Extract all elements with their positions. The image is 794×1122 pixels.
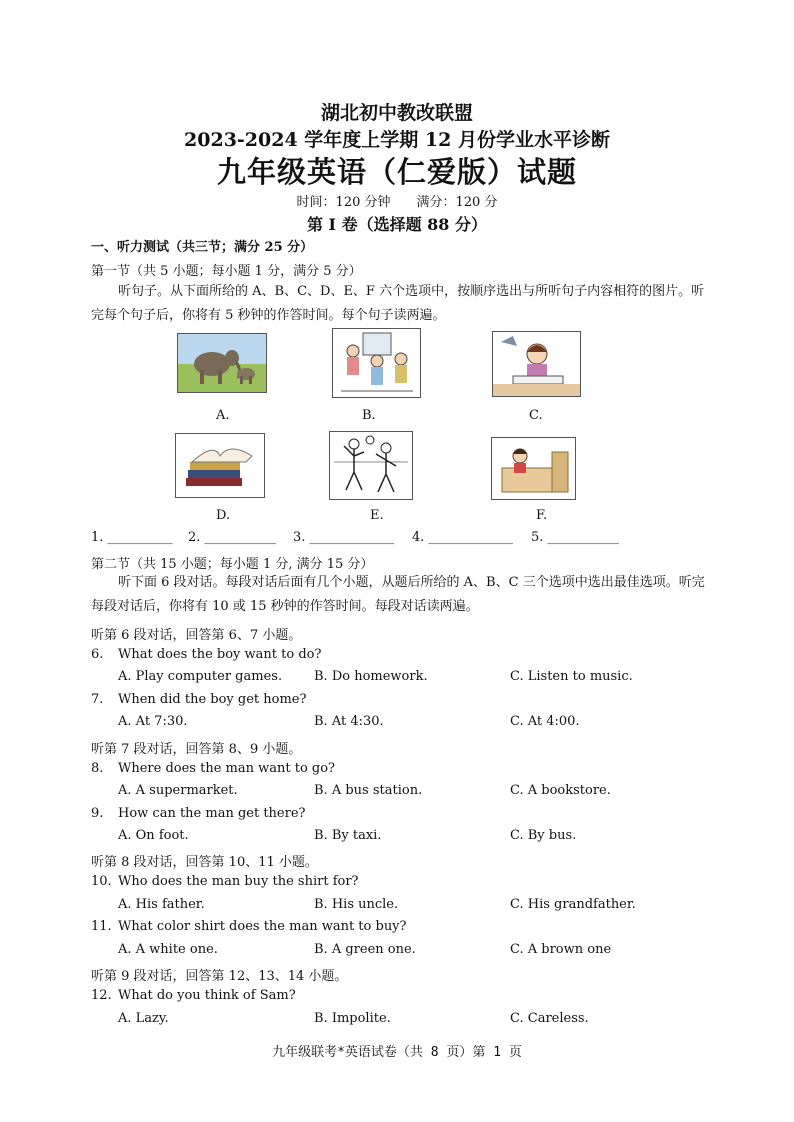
option-c[interactable]: C. His grandfather. — [510, 897, 636, 912]
page-footer: 九年级联考*英语试卷（共 8 页）第 1 页 — [272, 1045, 522, 1060]
option-c[interactable]: C. At 4:00. — [510, 714, 580, 729]
group-intro: 听第 6 段对话，回答第 6、7 小题。 — [91, 628, 302, 643]
answer-blank-2[interactable]: 2. ___________ — [188, 530, 277, 545]
part2-instructions: 听下面 6 段对话。每段对话后面有几个小题，从题后所给的 A、B、C 三个选项中选出最佳选项。听完每段对话后，你将有 10 或 15 秒钟的作答时间。每段对话读两遍。 — [91, 575, 705, 614]
question-number: 9. — [91, 806, 104, 821]
question-text: What do you think of Sam? — [118, 988, 296, 1003]
picture-c-label: C. — [529, 408, 543, 423]
option-c[interactable]: C. A brown one — [510, 942, 612, 957]
option-a[interactable]: A. Lazy. — [118, 1011, 169, 1026]
question-8 — [91, 761, 335, 776]
option-a[interactable]: A. A supermarket. — [118, 783, 238, 798]
option-b[interactable]: B. At 4:30. — [314, 714, 384, 729]
question-number: 8. — [91, 761, 104, 776]
page-title: 九年级英语（仁爱版）试题 — [216, 155, 577, 189]
picture-d-label: D. — [216, 508, 231, 523]
picture-f — [491, 437, 576, 500]
listening-heading: 一、听力测试（共三节；满分 25 分） — [91, 240, 314, 255]
option-a[interactable]: A. His father. — [118, 897, 205, 912]
girl-studying-icon — [493, 332, 580, 396]
elephants-icon — [178, 334, 266, 392]
question-12 — [91, 988, 296, 1003]
option-a[interactable]: A. On foot. — [118, 828, 189, 843]
family-cleaning-icon — [333, 329, 420, 397]
question-number: 11. — [91, 919, 112, 934]
school-alliance: 湖北初中教改联盟 — [320, 102, 473, 124]
part2-heading: 第二节（共 15 小题；每小题 1 分, 满分 15 分） — [91, 557, 374, 572]
option-b[interactable]: B. A bus station. — [314, 783, 423, 798]
question-text: Where does the man want to go? — [118, 761, 336, 776]
option-a[interactable]: A. At 7:30. — [118, 714, 188, 729]
question-6 — [91, 647, 321, 662]
question-7 — [91, 692, 306, 707]
picture-a — [177, 333, 267, 393]
question-number: 7. — [91, 692, 104, 707]
option-b[interactable]: B. Impolite. — [314, 1011, 391, 1026]
question-10 — [91, 874, 359, 889]
question-text: Who does the man buy the shirt for? — [118, 874, 359, 889]
option-a[interactable]: A. Play computer games. — [118, 669, 283, 684]
option-c[interactable]: C. By bus. — [510, 828, 577, 843]
part-title: 第 I 卷（选择题 88 分） — [306, 215, 488, 234]
picture-f-label: F. — [536, 508, 548, 523]
question-number: 12. — [91, 988, 112, 1003]
part1-instructions: 听句子。从下面所给的 A、B、C、D、E、F 六个选项中，按顺序选出与所听句子内容相符的图片。听完每个句子后，你将有 5 秒钟的作答时间。每个句子读两遍。 — [91, 284, 705, 323]
basketball-players-icon — [330, 432, 412, 499]
question-number: 10. — [91, 874, 112, 889]
question-text: What color shirt does the man want to buy? — [118, 919, 407, 934]
picture-d — [175, 433, 265, 498]
answer-blank-4[interactable]: 4. _____________ — [412, 530, 514, 545]
option-b[interactable]: B. By taxi. — [314, 828, 382, 843]
question-text: How can the man get there? — [118, 806, 306, 821]
books-icon — [176, 434, 264, 497]
question-11 — [91, 919, 407, 934]
exam-session: 2023-2024 学年度上学期 12 月份学业水平诊断 — [184, 129, 610, 151]
question-text: When did the boy get home? — [118, 692, 307, 707]
option-a[interactable]: A. A white one. — [118, 942, 218, 957]
picture-b-label: B. — [362, 408, 376, 423]
picture-e-label: E. — [370, 508, 384, 523]
exam-meta: 时间：120 分钟 满分：120 分 — [296, 195, 498, 210]
picture-a-label: A. — [216, 408, 230, 423]
option-b[interactable]: B. His uncle. — [314, 897, 399, 912]
picture-e — [329, 431, 413, 500]
boy-in-bed-icon — [492, 438, 575, 499]
part1-heading: 第一节（共 5 小题；每小题 1 分，满分 5 分） — [91, 264, 362, 279]
question-number: 6. — [91, 647, 104, 662]
answer-blank-3[interactable]: 3. _____________ — [293, 530, 395, 545]
picture-b — [332, 328, 421, 398]
option-c[interactable]: C. Careless. — [510, 1011, 589, 1026]
question-9 — [91, 806, 306, 821]
group-intro: 听第 9 段对话，回答第 12、13、14 小题。 — [91, 969, 348, 984]
option-b[interactable]: B. Do homework. — [314, 669, 428, 684]
question-text: What does the boy want to do? — [118, 647, 322, 662]
option-c[interactable]: C. Listen to music. — [510, 669, 633, 684]
option-c[interactable]: C. A bookstore. — [510, 783, 611, 798]
option-b[interactable]: B. A green one. — [314, 942, 416, 957]
answer-blank-1[interactable]: 1. __________ — [91, 530, 173, 545]
answer-blank-5[interactable]: 5. ___________ — [531, 530, 620, 545]
picture-c — [492, 331, 581, 397]
group-intro: 听第 8 段对话，回答第 10、11 小题。 — [91, 855, 318, 870]
group-intro: 听第 7 段对话，回答第 8、9 小题。 — [91, 742, 302, 757]
